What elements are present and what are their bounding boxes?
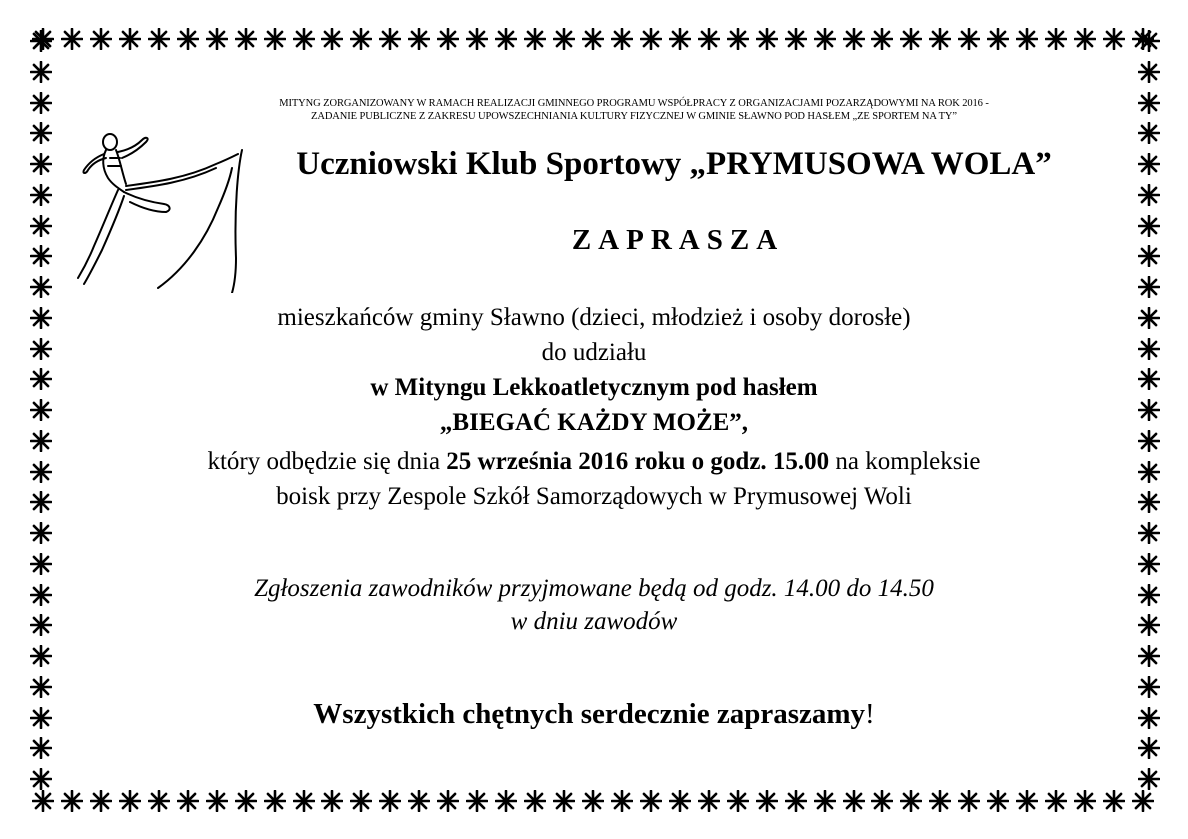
body-line-5-pre: który odbędzie się dnia: [207, 448, 447, 475]
asterisk-star-icon: [669, 28, 691, 50]
asterisk-star-icon: [1103, 28, 1125, 50]
asterisk-star-icon: [785, 28, 807, 50]
invite-word: ZAPRASZA: [571, 224, 785, 256]
asterisk-star-icon: [698, 28, 720, 50]
asterisk-star-icon: [264, 790, 286, 812]
asterisk-star-icon: [177, 28, 199, 50]
asterisk-star-icon: [466, 28, 488, 50]
body-line-5-post: na kompleksie: [829, 448, 981, 475]
asterisk-star-icon: [1138, 522, 1160, 544]
asterisk-star-icon: [30, 522, 52, 544]
asterisk-star-icon: [408, 28, 430, 50]
asterisk-star-icon: [756, 790, 778, 812]
asterisk-star-icon: [843, 28, 865, 50]
asterisk-star-icon: [30, 676, 52, 698]
closing-mark: !: [865, 698, 875, 730]
header-line-1: MITYNG ZORGANIZOWANY W RAMACH REALIZACJI GMINNEGO PROGRAMU WSPÓŁPRACY Z ORGANIZACJAMI POZARZĄDOWYMI NA ROK 2016 -: [279, 98, 989, 109]
asterisk-star-icon: [495, 28, 517, 50]
asterisk-star-icon: [900, 28, 922, 50]
asterisk-star-icon: [871, 28, 893, 50]
asterisk-star-icon: [206, 790, 228, 812]
asterisk-star-icon: [495, 790, 517, 812]
asterisk-star-icon: [1138, 645, 1160, 667]
asterisk-star-icon: [379, 790, 401, 812]
asterisk-star-icon: [90, 790, 112, 812]
header-line-2: ZADANIE PUBLICZNE Z ZAKRESU UPOWSZECHNIANIA KULTURY FIZYCZNEJ W GMINIE SŁAWNO POD HASŁEM „ZE SPORTEM NA TY”: [311, 111, 957, 122]
body-line-5: [0, 448, 1188, 476]
registration-line-1: Zgłoszenia zawodników przyjmowane będą od godz. 14.00 do 14.50: [254, 575, 934, 602]
registration-line-2: w dniu zawodów: [510, 608, 678, 635]
asterisk-star-icon: [814, 28, 836, 50]
asterisk-star-icon: [958, 790, 980, 812]
asterisk-star-icon: [30, 768, 52, 790]
club-title: Uczniowski Klub Sportowy „PRYMUSOWA WOLA”: [296, 146, 1052, 182]
asterisk-star-icon: [1138, 553, 1160, 575]
asterisk-star-icon: [1138, 276, 1160, 298]
asterisk-star-icon: [640, 790, 662, 812]
asterisk-star-icon: [30, 553, 52, 575]
body-line-3: w Mityngu Lekkoatletycznym pod hasłem: [370, 374, 818, 401]
border-top: [32, 28, 1162, 54]
asterisk-star-icon: [727, 28, 749, 50]
asterisk-star-icon: [1138, 737, 1160, 759]
asterisk-star-icon: [30, 737, 52, 759]
event-slogan: „BIEGAĆ KAŻDY MOŻE”,: [439, 409, 749, 436]
closing-text: Wszystkich chętnych serdecznie zapraszamy: [313, 698, 866, 730]
asterisk-star-icon: [350, 28, 372, 50]
asterisk-star-icon: [958, 28, 980, 50]
asterisk-star-icon: [1138, 122, 1160, 144]
asterisk-star-icon: [293, 790, 315, 812]
asterisk-star-icon: [1045, 790, 1067, 812]
asterisk-star-icon: [698, 790, 720, 812]
asterisk-star-icon: [1138, 61, 1160, 83]
asterisk-star-icon: [553, 790, 575, 812]
asterisk-star-icon: [929, 28, 951, 50]
asterisk-star-icon: [1016, 790, 1038, 812]
asterisk-star-icon: [1138, 30, 1160, 52]
asterisk-star-icon: [1016, 28, 1038, 50]
asterisk-star-icon: [466, 790, 488, 812]
asterisk-star-icon: [611, 790, 633, 812]
asterisk-star-icon: [669, 790, 691, 812]
asterisk-star-icon: [1103, 790, 1125, 812]
asterisk-star-icon: [350, 790, 372, 812]
asterisk-star-icon: [1045, 28, 1067, 50]
asterisk-star-icon: [987, 28, 1009, 50]
asterisk-star-icon: [119, 28, 141, 50]
event-date: 25 września 2016 roku o godz. 15.00: [446, 448, 830, 475]
border-bottom: [32, 790, 1162, 816]
asterisk-star-icon: [582, 790, 604, 812]
body-line-6: boisk przy Zespole Szkół Samorządowych w Prymusowej Woli: [276, 483, 912, 510]
asterisk-star-icon: [30, 215, 52, 237]
asterisk-star-icon: [235, 790, 257, 812]
asterisk-star-icon: [553, 28, 575, 50]
asterisk-star-icon: [30, 276, 52, 298]
closing-line: [0, 698, 1188, 731]
asterisk-star-icon: [1138, 676, 1160, 698]
asterisk-star-icon: [1138, 184, 1160, 206]
asterisk-star-icon: [206, 28, 228, 50]
asterisk-star-icon: [293, 28, 315, 50]
asterisk-star-icon: [640, 28, 662, 50]
asterisk-star-icon: [871, 790, 893, 812]
asterisk-star-icon: [929, 790, 951, 812]
asterisk-star-icon: [61, 28, 83, 50]
asterisk-star-icon: [843, 790, 865, 812]
asterisk-star-icon: [1138, 768, 1160, 790]
asterisk-star-icon: [408, 790, 430, 812]
asterisk-star-icon: [987, 790, 1009, 812]
asterisk-star-icon: [235, 28, 257, 50]
asterisk-star-icon: [1074, 790, 1096, 812]
asterisk-star-icon: [1132, 790, 1154, 812]
asterisk-star-icon: [30, 153, 52, 175]
asterisk-star-icon: [148, 28, 170, 50]
asterisk-star-icon: [30, 245, 52, 267]
asterisk-star-icon: [321, 790, 343, 812]
asterisk-star-icon: [30, 122, 52, 144]
asterisk-star-icon: [1074, 28, 1096, 50]
asterisk-star-icon: [814, 790, 836, 812]
asterisk-star-icon: [437, 790, 459, 812]
asterisk-star-icon: [148, 790, 170, 812]
asterisk-star-icon: [611, 28, 633, 50]
body-line-2: do udziału: [541, 339, 647, 366]
asterisk-star-icon: [727, 790, 749, 812]
asterisk-star-icon: [177, 790, 199, 812]
asterisk-star-icon: [264, 28, 286, 50]
asterisk-star-icon: [524, 28, 546, 50]
asterisk-star-icon: [756, 28, 778, 50]
asterisk-star-icon: [582, 28, 604, 50]
asterisk-star-icon: [437, 28, 459, 50]
asterisk-star-icon: [119, 790, 141, 812]
body-line-1: mieszkańców gminy Sławno (dzieci, młodzież i osoby dorosłe): [277, 304, 911, 331]
asterisk-star-icon: [30, 184, 52, 206]
asterisk-star-icon: [785, 790, 807, 812]
asterisk-star-icon: [90, 28, 112, 50]
asterisk-star-icon: [32, 790, 54, 812]
asterisk-star-icon: [900, 790, 922, 812]
asterisk-star-icon: [321, 28, 343, 50]
asterisk-star-icon: [30, 645, 52, 667]
asterisk-star-icon: [61, 790, 83, 812]
asterisk-star-icon: [379, 28, 401, 50]
asterisk-star-icon: [30, 61, 52, 83]
asterisk-star-icon: [30, 30, 52, 52]
asterisk-star-icon: [524, 790, 546, 812]
